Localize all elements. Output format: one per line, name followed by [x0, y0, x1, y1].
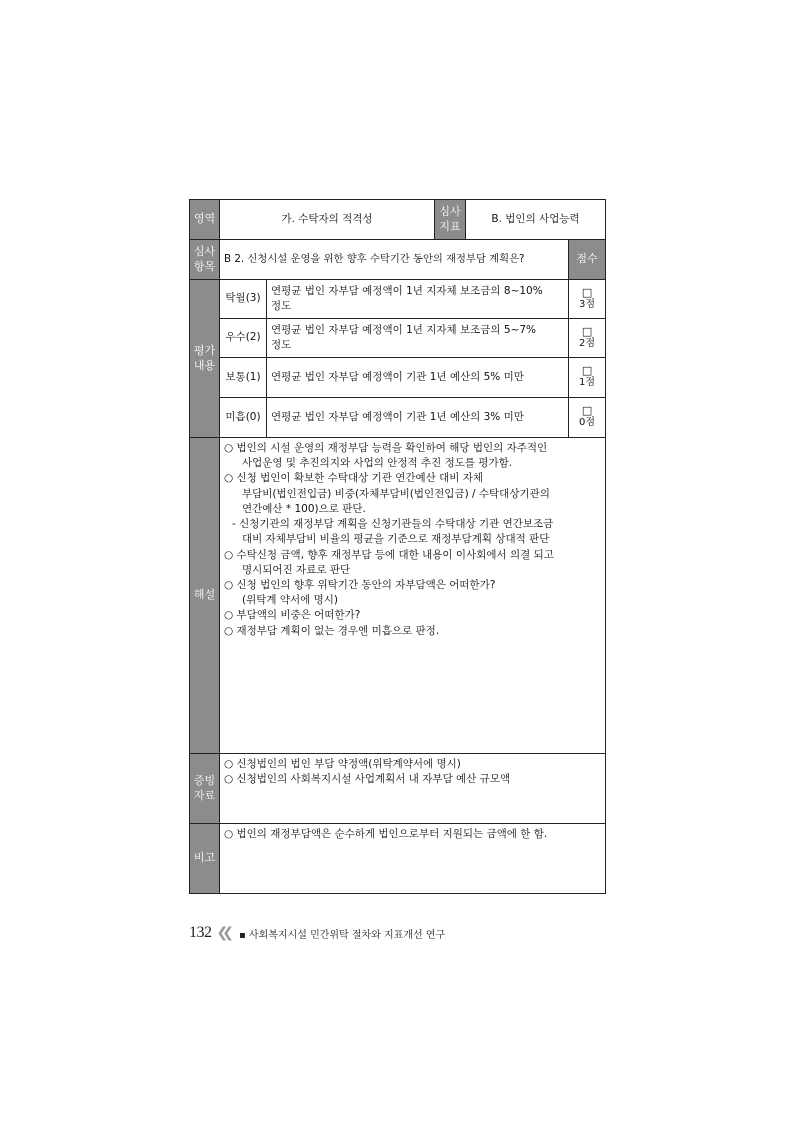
evaluation-criteria-table: [189, 199, 606, 894]
area-value: 가. 수탁자의 적격성: [220, 200, 435, 240]
criteria-line: 연평균 법인 자부담 예정액이 1년 지자체 보조금의 5~7%: [271, 323, 537, 336]
commentary-line: - 신청기관의 재정부담 계획을 신청기관들의 수탁대상 기관 연간보조금: [232, 518, 554, 531]
indicator-value: B. 법인의 사업능력: [466, 200, 606, 240]
criteria-line: 연평균 법인 자부담 예정액이 1년 지자체 보조금의 8~10%: [271, 284, 543, 297]
eval-row-excellent: [190, 280, 606, 319]
score-cell: [569, 398, 606, 438]
grade-criteria: [267, 280, 569, 319]
evaluation-label: 평가 내용: [190, 280, 220, 438]
review-item-row: [190, 240, 606, 280]
criteria-line: 연평균 법인 자부담 예정액이 기관 1년 예산의 3% 미만: [271, 410, 524, 423]
score-value: 3점: [579, 298, 596, 310]
remarks-body: [220, 824, 606, 894]
score-value: 1점: [579, 377, 596, 389]
grade-label: 미흡(0): [220, 398, 267, 438]
remarks-line: ○ 법인의 재정부담액은 순수하게 법인으로부터 지원되는 금액에 한 함.: [224, 828, 548, 840]
remarks-row: [190, 824, 606, 894]
commentary-line: ○ 부담액의 비중은 어떠한가?: [224, 609, 361, 622]
eval-row-poor: [190, 398, 606, 438]
commentary-line: ○ 신청 법인이 확보한 수탁대상 기관 연간예산 대비 자체: [224, 472, 484, 485]
grade-label: 보통(1): [220, 358, 267, 398]
commentary-line: ○ 법인의 시설 운영의 재정부담 능력을 확인하여 해당 법인의 자주적인: [224, 442, 548, 454]
score-checkbox[interactable]: □: [581, 285, 593, 299]
indicator-label: 심사 지표: [435, 200, 466, 240]
score-value: 2점: [579, 337, 596, 349]
commentary-line: (위탁계 약서에 명시): [242, 594, 339, 607]
commentary-line: 사업운영 및 추진의지와 사업의 안정적 추진 정도를 평가함.: [242, 457, 513, 470]
commentary-row: [190, 438, 606, 754]
commentary-line: ○ 신청 법인의 향후 위탁기간 동안의 자부담액은 어떠한가?: [224, 578, 496, 591]
page-number: 132: [189, 924, 212, 941]
grade-label: 탁월(3): [220, 280, 267, 319]
criteria-line: 정도: [271, 300, 292, 312]
commentary-line: 명시되어진 자료로 판단: [242, 563, 351, 576]
eval-row-good: [190, 319, 606, 358]
score-cell: [569, 358, 606, 398]
evidence-line: ○ 신청법인의 사회복지시설 사업계획서 내 자부담 예산 규모액: [224, 773, 511, 786]
evidence-row: [190, 754, 606, 824]
commentary-body: [220, 438, 606, 754]
evidence-line: ○ 신청법인의 법인 부담 약정액(위탁계약서에 명시): [224, 758, 461, 770]
running-title: ▪ 사회복지시설 민간위탁 절차와 지표개선 연구: [238, 929, 446, 941]
commentary-line: 대비 자체부담비 비율의 평균을 기준으로 재정부담계획 상대적 판단: [242, 533, 550, 546]
score-value: 0점: [579, 417, 596, 429]
criteria-line: 연평균 법인 자부담 예정액이 기관 1년 예산의 5% 미만: [271, 370, 524, 383]
score-checkbox[interactable]: □: [581, 364, 593, 378]
remarks-label: 비고: [190, 824, 220, 894]
header-row: [190, 200, 606, 240]
commentary-line: 연간예산 * 100)으로 판단.: [242, 502, 366, 515]
score-checkbox[interactable]: □: [581, 324, 593, 338]
grade-criteria: [267, 398, 569, 438]
score-cell: [569, 319, 606, 358]
item-label: 심사 항목: [190, 240, 220, 280]
commentary-label: 해설: [190, 438, 220, 754]
grade-label: 우수(2): [220, 319, 267, 358]
criteria-line: 정도: [271, 339, 292, 351]
commentary-line: ○ 수탁신청 금액, 향후 재정부담 등에 대한 내용이 이사회에서 의결 되고: [224, 548, 554, 561]
page-footer: [189, 924, 445, 942]
commentary-line: ○ 재정부담 계획이 없는 경우엔 미흡으로 판정.: [224, 624, 440, 637]
score-header: 점수: [569, 240, 606, 280]
score-cell: [569, 280, 606, 319]
commentary-line: 부담비(법인전입금) 비중(자체부담비(법인전입금) / 수탁대상기관의: [242, 487, 550, 500]
grade-criteria: [267, 319, 569, 358]
chevron-left-icon: ❮❮: [216, 925, 228, 941]
eval-row-average: [190, 358, 606, 398]
evidence-body: [220, 754, 606, 824]
item-question: B 2. 신청시설 운영을 위한 향후 수탁기간 동안의 재정부담 계획은?: [220, 240, 569, 280]
area-label: 영역: [190, 200, 220, 240]
score-checkbox[interactable]: □: [581, 404, 593, 418]
grade-criteria: [267, 358, 569, 398]
evidence-label: 증빙 자료: [190, 754, 220, 824]
